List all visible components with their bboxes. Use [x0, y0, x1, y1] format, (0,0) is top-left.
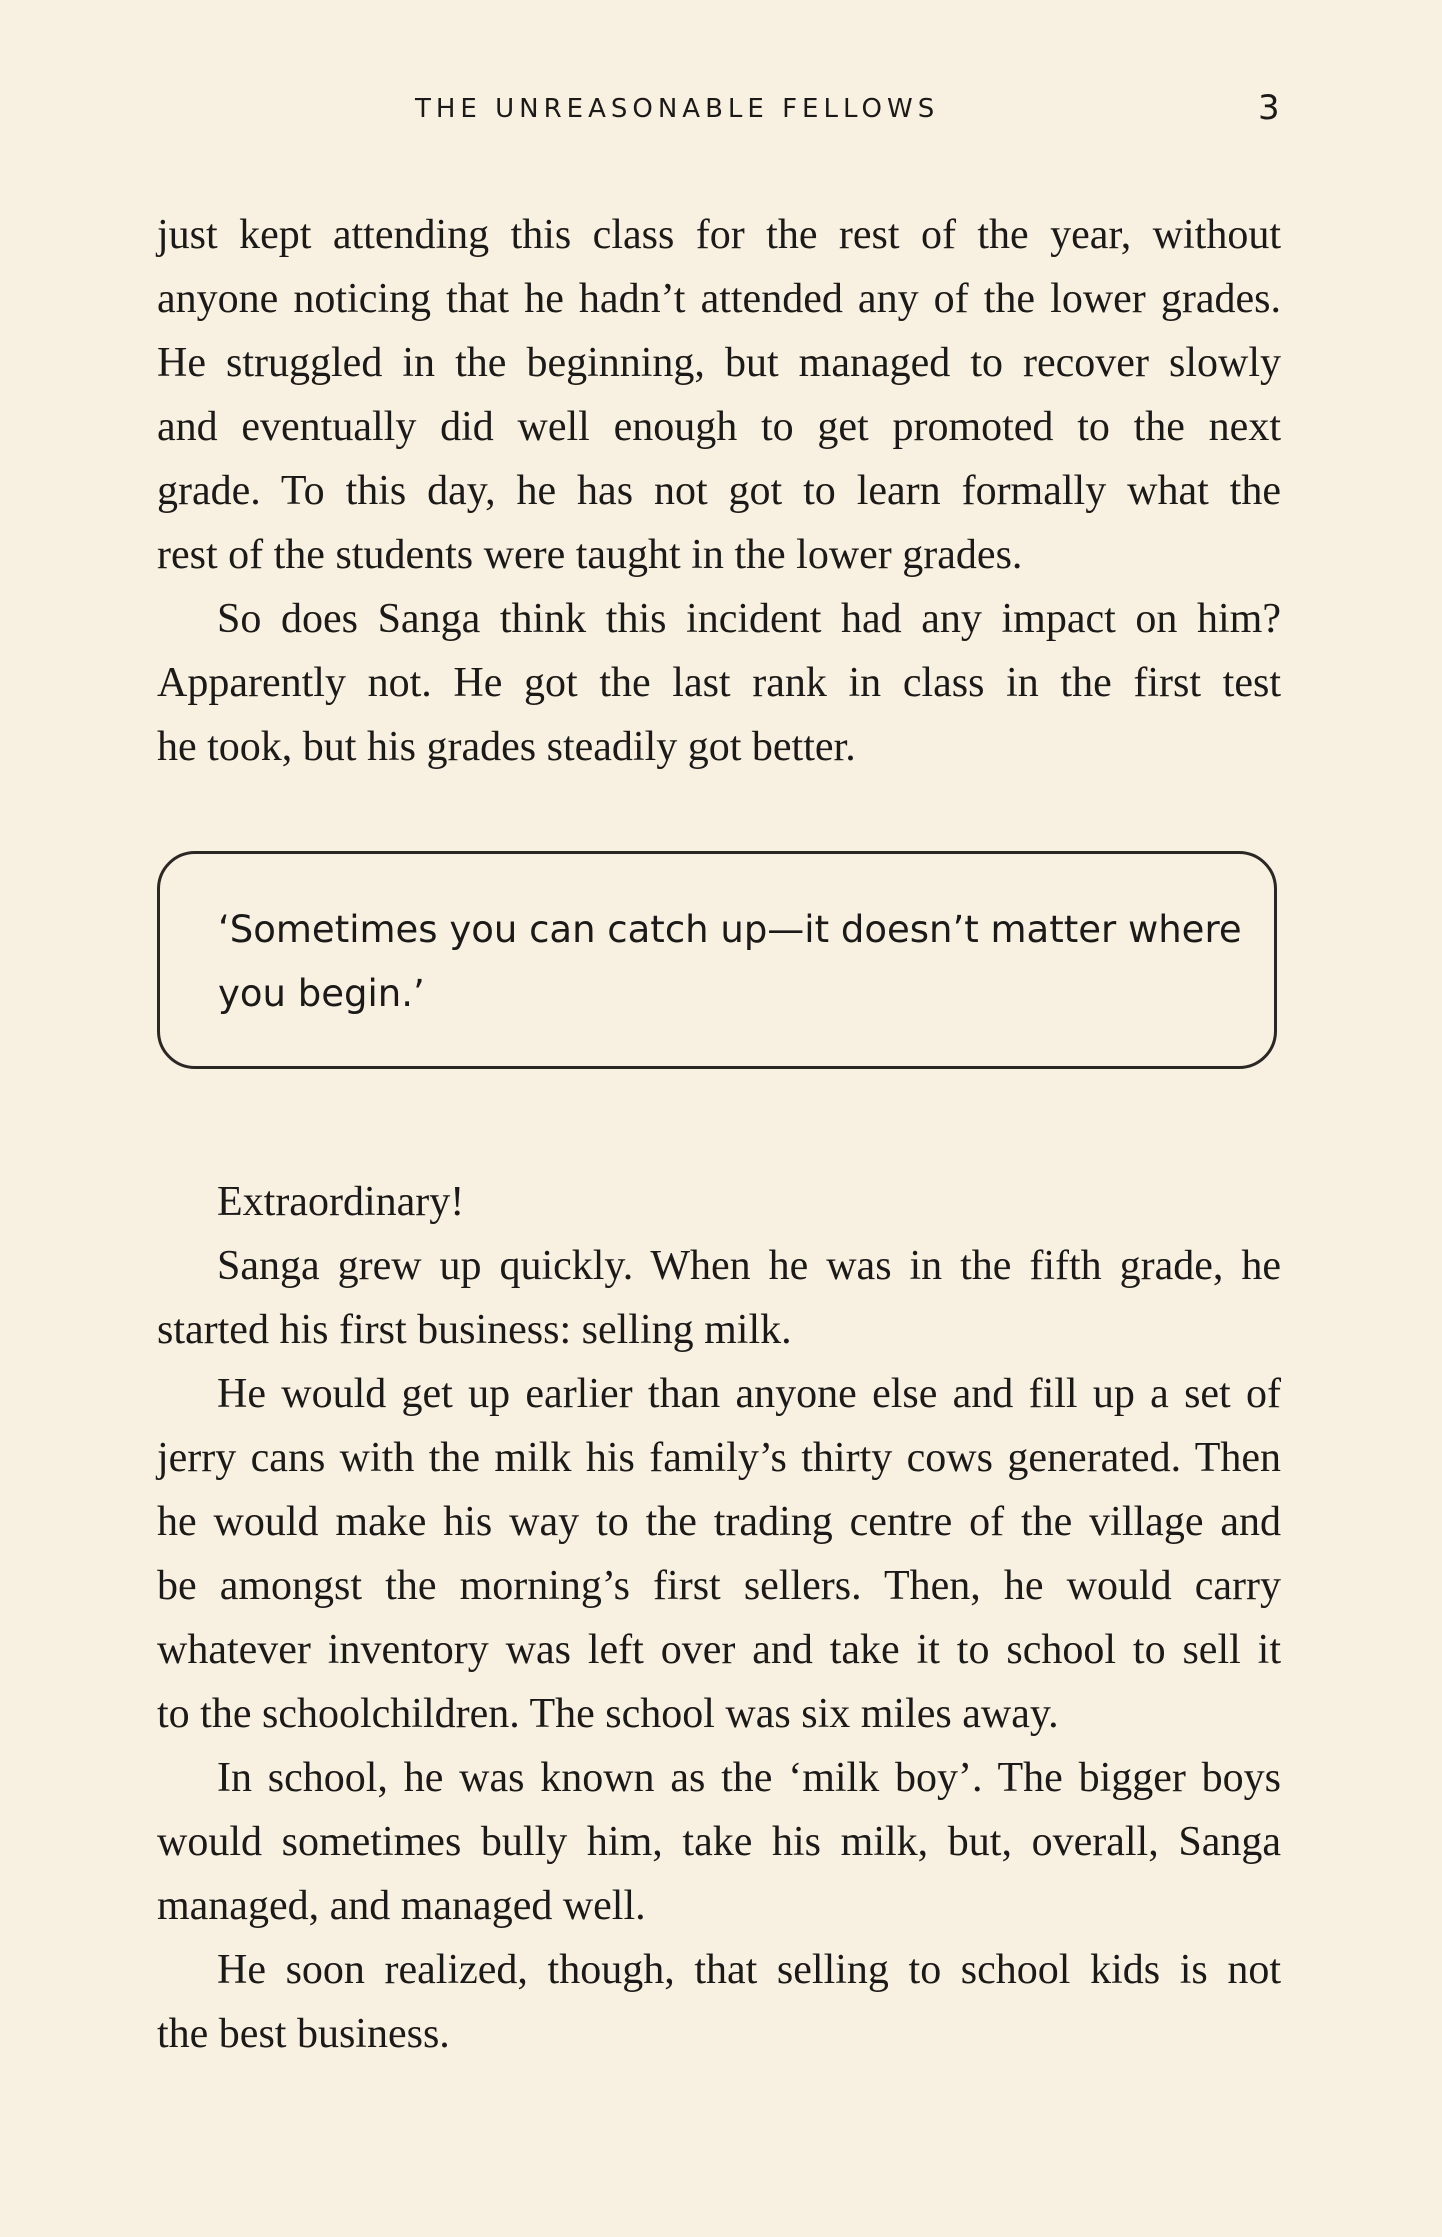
text-line: In school, he was known as the ‘milk boy’. The bigger boys [217, 1755, 1281, 1801]
text-line: to the schoolchildren. The school was six miles away. [157, 1691, 1059, 1737]
body-text-top [157, 203, 1281, 779]
text-line: He struggled in the beginning, but managed to recover slowly [157, 340, 1281, 386]
pull-quote-line: ‘Sometimes you can catch up—it doesn’t matter where [218, 908, 1242, 951]
text-line: and eventually did well enough to get promoted to the next [157, 404, 1281, 450]
running-head [0, 88, 1442, 128]
pull-quote-box [157, 851, 1277, 1069]
text-line: started his first business: selling milk. [157, 1307, 792, 1353]
text-line: Apparently not. He got the last rank in class in the first test [157, 660, 1281, 706]
text-line: he would make his way to the trading centre of the village and [157, 1499, 1281, 1545]
text-line: managed, and managed well. [157, 1883, 646, 1929]
text-line: whatever inventory was left over and take it to school to sell it [157, 1627, 1281, 1673]
text-line: rest of the students were taught in the lower grades. [157, 532, 1023, 578]
text-line: the best business. [157, 2011, 450, 2057]
text-line: Sanga grew up quickly. When he was in the fifth grade, he [217, 1243, 1281, 1289]
page-number: 3 [1258, 88, 1280, 128]
text-line: He would get up earlier than anyone else and fill up a set of [217, 1371, 1281, 1417]
running-title: THE UNREASONABLE FELLOWS [415, 94, 940, 124]
text-line: Extraordinary! [217, 1179, 465, 1225]
pull-quote-text [218, 898, 1258, 1026]
text-line: would sometimes bully him, take his milk, but, overall, Sanga [157, 1819, 1281, 1865]
body-text-bottom [157, 1170, 1281, 2066]
text-line: grade. To this day, he has not got to learn formally what the [157, 468, 1281, 514]
text-line: anyone noticing that he hadn’t attended any of the lower grades. [157, 276, 1281, 322]
text-line: He soon realized, though, that selling to school kids is not [217, 1947, 1281, 1993]
text-line: So does Sanga think this incident had any impact on him? [217, 596, 1281, 642]
text-line: be amongst the morning’s first sellers. Then, he would carry [157, 1563, 1281, 1609]
text-line: he took, but his grades steadily got better. [157, 724, 856, 770]
text-line: jerry cans with the milk his family’s thirty cows generated. Then [157, 1435, 1281, 1481]
pull-quote-line: you begin.’ [218, 972, 425, 1015]
text-line: just kept attending this class for the rest of the year, without [157, 212, 1281, 258]
